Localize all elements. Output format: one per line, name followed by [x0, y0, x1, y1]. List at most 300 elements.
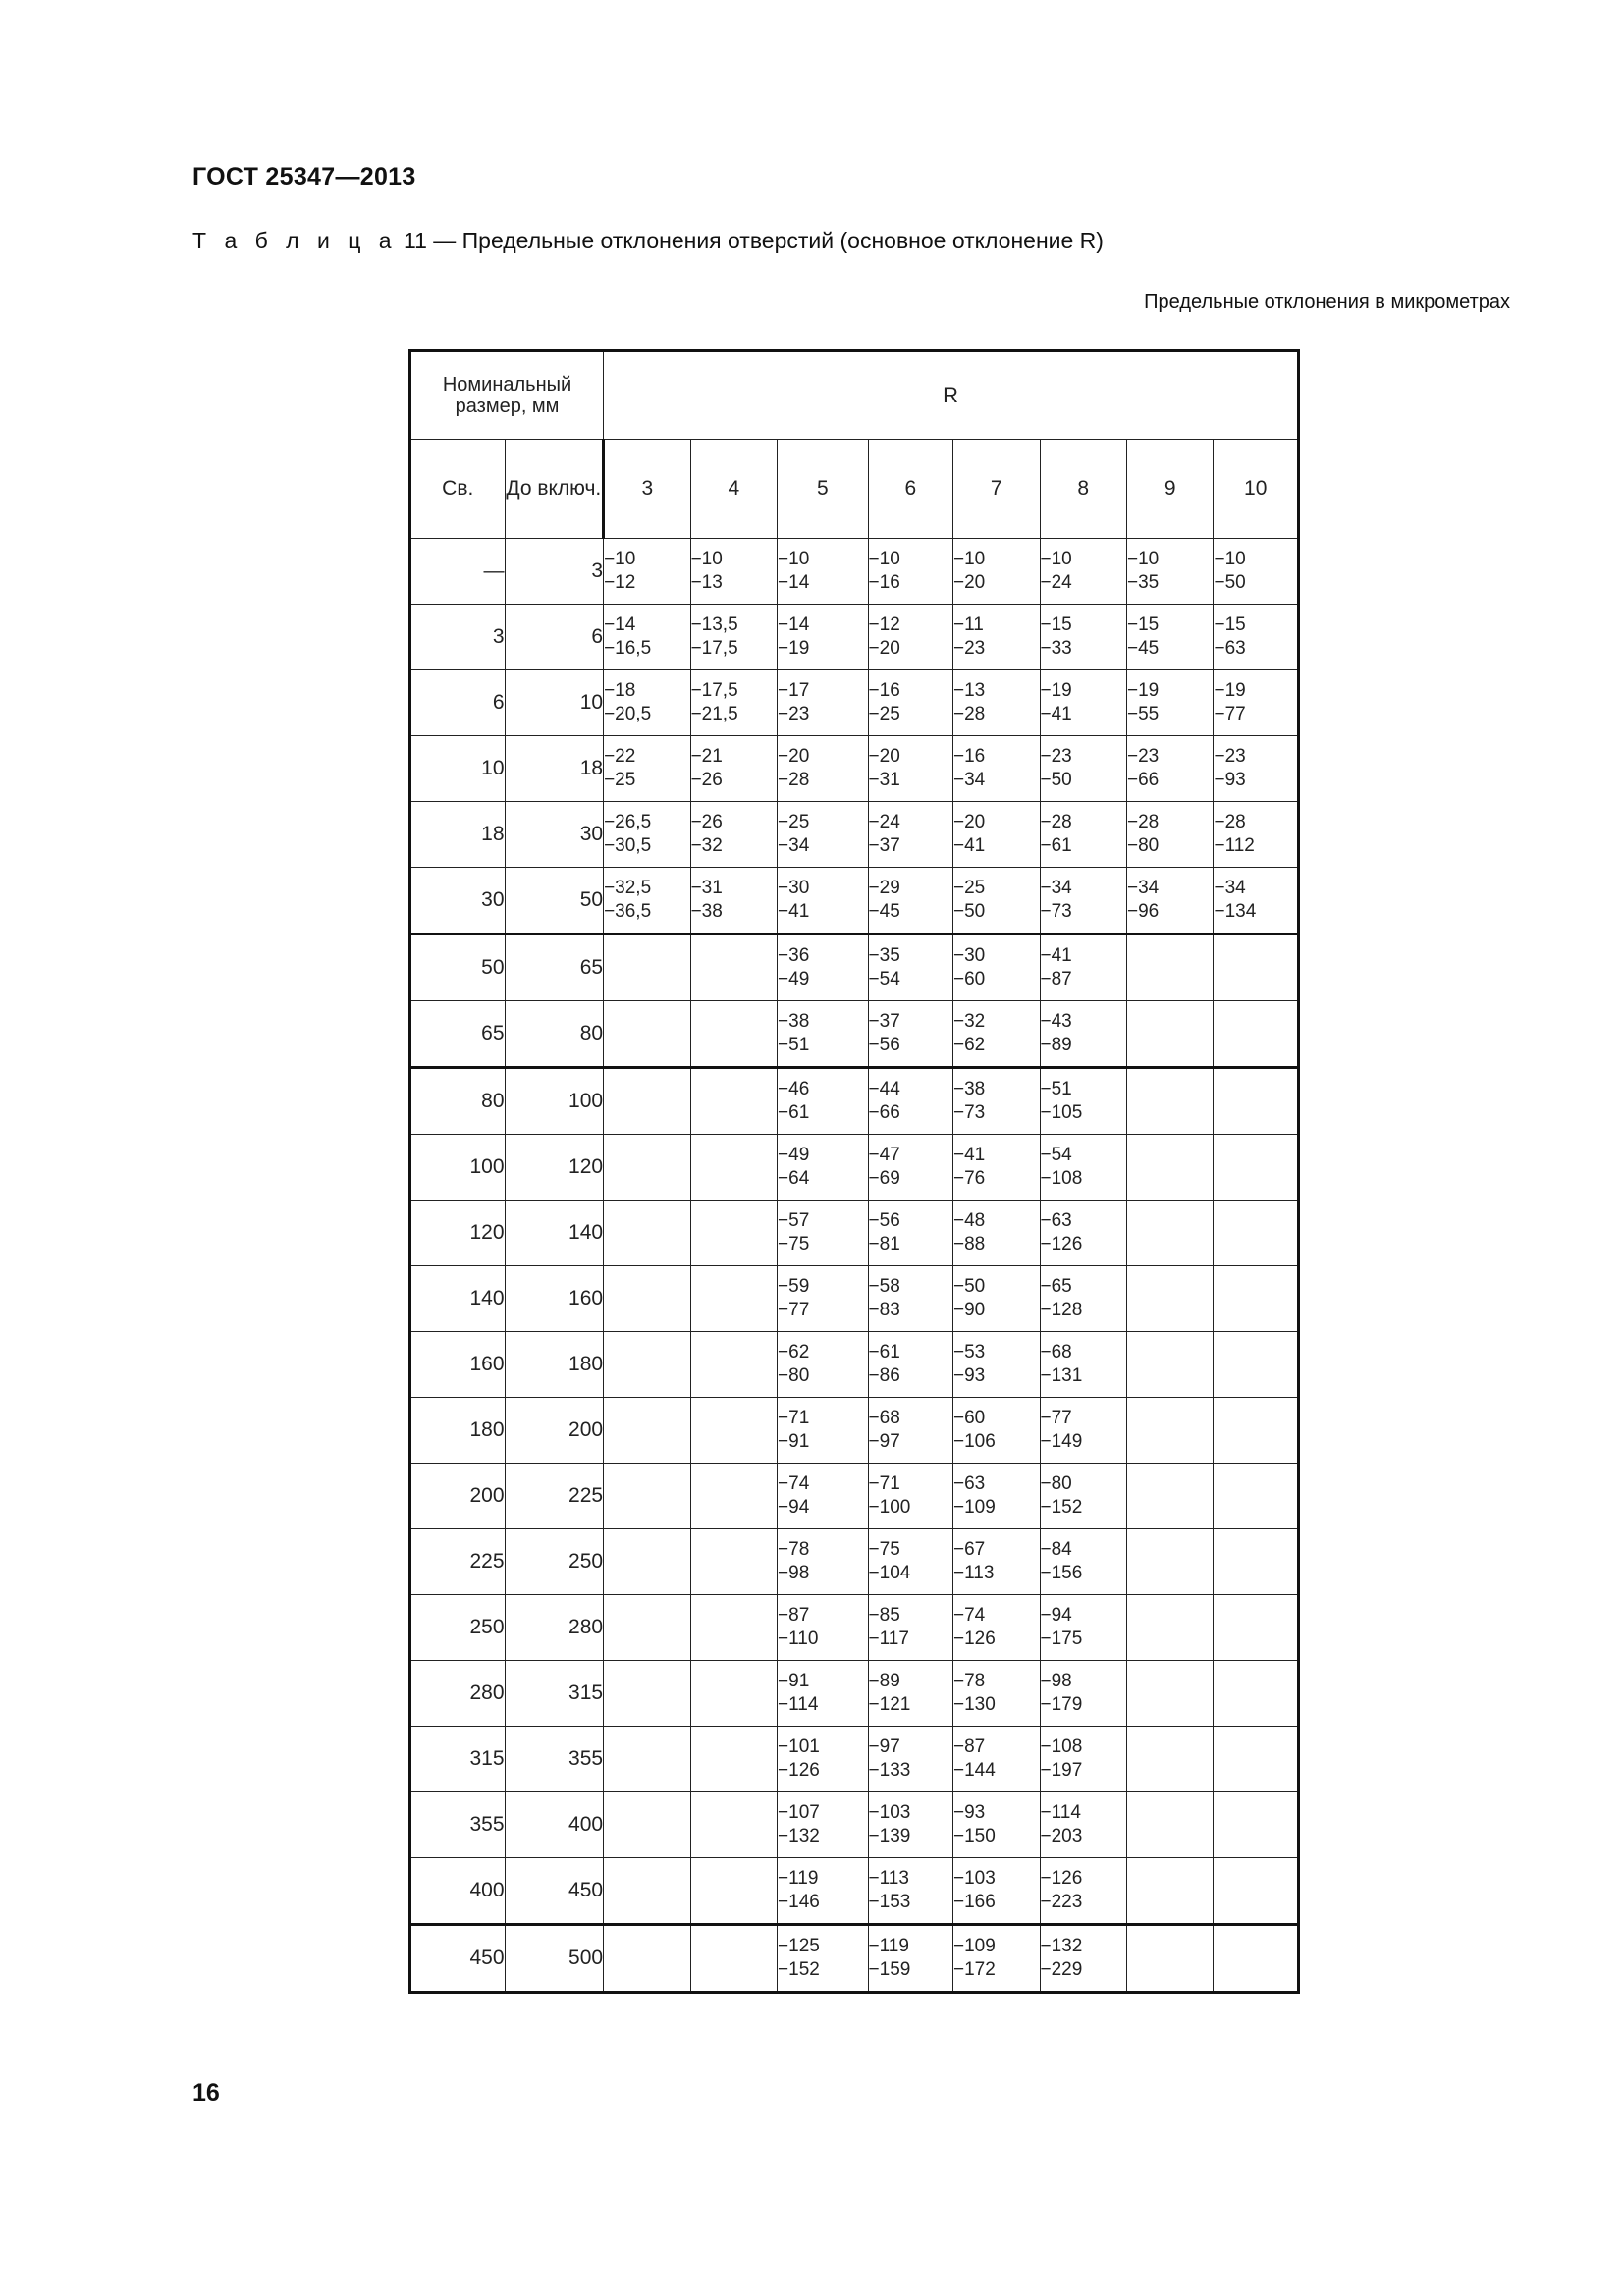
upper-deviation: −10: [868, 549, 900, 569]
upper-deviation: −56: [868, 1210, 900, 1231]
deviation-cell: [1040, 539, 1126, 605]
lower-deviation: −20: [953, 572, 986, 593]
deviation-cell: [604, 934, 690, 1001]
lower-deviation: −45: [868, 901, 900, 922]
upper-deviation: −59: [778, 1276, 810, 1297]
deviation-cell: [953, 1925, 1040, 1993]
lower-deviation: −131: [1040, 1365, 1083, 1386]
upper-deviation: −63: [953, 1473, 986, 1494]
deviation-cell: [1040, 868, 1126, 934]
lower-deviation: −76: [953, 1168, 986, 1189]
upper-deviation: −20: [868, 746, 900, 767]
lower-deviation: −175: [1040, 1629, 1083, 1649]
size-to-cell: 100: [505, 1068, 604, 1135]
deviation-cell: [778, 1529, 869, 1595]
table-row: [410, 1925, 1299, 1993]
deviation-cell: [953, 868, 1040, 934]
lower-deviation: −112: [1214, 835, 1255, 856]
upper-deviation: −78: [778, 1539, 810, 1560]
upper-deviation: −41: [953, 1145, 986, 1165]
upper-deviation: −30: [778, 878, 810, 898]
upper-deviation: −26,5: [604, 812, 652, 832]
deviation-cell: [1126, 1332, 1213, 1398]
upper-deviation: −48: [953, 1210, 986, 1231]
deviation-cell: [868, 670, 952, 736]
upper-deviation: −114: [1040, 1802, 1081, 1823]
table-caption-prefix: Т а б л и ц а: [192, 228, 398, 253]
deviation-cell: [604, 1727, 690, 1792]
size-to-cell: 355: [505, 1727, 604, 1792]
deviation-cell: [1126, 1001, 1213, 1068]
upper-deviation: −11: [953, 614, 984, 635]
upper-deviation: −62: [778, 1342, 810, 1362]
size-from-cell: —: [410, 539, 506, 605]
table-row: [410, 539, 1299, 605]
upper-deviation: −34: [1126, 878, 1160, 898]
upper-deviation: −67: [953, 1539, 986, 1560]
upper-deviation: −41: [1040, 945, 1072, 966]
upper-deviation: −132: [1040, 1936, 1083, 1956]
lower-deviation: −108: [1040, 1168, 1083, 1189]
deviation-cell: [690, 1068, 777, 1135]
deviation-cell: [1040, 1135, 1126, 1201]
size-from-cell: 3: [410, 605, 506, 670]
upper-deviation: −47: [868, 1145, 900, 1165]
deviation-cell: [868, 934, 952, 1001]
lower-deviation: −14: [778, 572, 810, 593]
deviation-cell: [604, 1925, 690, 1993]
size-to-cell: 315: [505, 1661, 604, 1727]
lower-deviation: −113: [953, 1563, 995, 1583]
upper-deviation: −15: [1214, 614, 1246, 635]
upper-deviation: −10: [953, 549, 986, 569]
deviation-cell: [604, 1595, 690, 1661]
size-to-cell: 3: [505, 539, 604, 605]
upper-deviation: −94: [1040, 1605, 1072, 1626]
deviation-cell: [953, 1398, 1040, 1464]
deviation-cell: [778, 1595, 869, 1661]
deviation-cell: [1126, 1661, 1213, 1727]
deviation-cell: [690, 802, 777, 868]
lower-deviation: −91: [778, 1431, 810, 1452]
deviation-cell: [690, 1858, 777, 1925]
upper-deviation: −80: [1040, 1473, 1072, 1494]
lower-deviation: −35: [1126, 572, 1160, 593]
upper-deviation: −28: [1126, 812, 1160, 832]
deviation-cell: [1214, 1792, 1299, 1858]
deviation-cell: [1214, 1529, 1299, 1595]
deviation-cell: [1214, 868, 1299, 934]
deviation-cell: [690, 1595, 777, 1661]
upper-deviation: −58: [868, 1276, 900, 1297]
deviation-cell: [690, 605, 777, 670]
lower-deviation: −31: [868, 770, 900, 790]
lower-deviation: −45: [1126, 638, 1160, 659]
deviation-cell: [868, 1925, 952, 1993]
deviation-cell: [778, 1858, 869, 1925]
upper-deviation: −34: [1040, 878, 1072, 898]
table-row: [410, 1595, 1299, 1661]
lower-deviation: −156: [1040, 1563, 1083, 1583]
deviation-cell: [1040, 1529, 1126, 1595]
table-row: [410, 1464, 1299, 1529]
table-row: [410, 1727, 1299, 1792]
deviation-cell: [1040, 1858, 1126, 1925]
deviation-cell: [953, 1661, 1040, 1727]
lower-deviation: −150: [953, 1826, 996, 1846]
size-to-cell: 120: [505, 1135, 604, 1201]
deviation-cell: [1214, 1858, 1299, 1925]
lower-deviation: −20: [868, 638, 900, 659]
upper-deviation: −14: [604, 614, 636, 635]
upper-deviation: −20: [953, 812, 986, 832]
deviation-cell: [1214, 539, 1299, 605]
lower-deviation: −77: [1214, 704, 1246, 724]
table-row: [410, 1135, 1299, 1201]
deviation-cell: [1040, 1595, 1126, 1661]
size-to-cell: 400: [505, 1792, 604, 1858]
upper-deviation: −103: [953, 1868, 996, 1889]
lower-deviation: −25: [604, 770, 636, 790]
upper-deviation: −17,5: [690, 680, 738, 701]
deviation-cell: [1126, 1792, 1213, 1858]
deviation-cell: [1214, 1332, 1299, 1398]
table-row: [410, 802, 1299, 868]
upper-deviation: −57: [778, 1210, 810, 1231]
deviation-cell: [1126, 868, 1213, 934]
lower-deviation: −54: [868, 969, 900, 989]
lower-deviation: −28: [953, 704, 986, 724]
upper-deviation: −61: [868, 1342, 900, 1362]
deviation-cell: [953, 1792, 1040, 1858]
deviation-cell: [1126, 802, 1213, 868]
tolerance-table: [408, 349, 1300, 1994]
size-from-cell: 65: [410, 1001, 506, 1068]
upper-deviation: −26: [690, 812, 723, 832]
lower-deviation: −37: [868, 835, 900, 856]
upper-deviation: −16: [868, 680, 900, 701]
deviation-cell: [1040, 1266, 1126, 1332]
deviation-cell: [1040, 736, 1126, 802]
deviation-cell: [604, 1792, 690, 1858]
lower-deviation: −12: [604, 572, 636, 593]
deviation-cell: [604, 1135, 690, 1201]
lower-deviation: −21,5: [690, 704, 738, 724]
lower-deviation: −106: [953, 1431, 996, 1452]
header-grade: 7: [953, 440, 1040, 539]
header-grade: 6: [868, 440, 952, 539]
upper-deviation: −78: [953, 1671, 986, 1691]
deviation-cell: [604, 802, 690, 868]
deviation-cell: [953, 1001, 1040, 1068]
lower-deviation: −50: [1214, 572, 1246, 593]
lower-deviation: −159: [868, 1959, 911, 1980]
upper-deviation: −10: [604, 549, 636, 569]
deviation-cell: [604, 605, 690, 670]
lower-deviation: −13: [690, 572, 723, 593]
upper-deviation: −15: [1126, 614, 1160, 635]
lower-deviation: −66: [868, 1102, 900, 1123]
upper-deviation: −43: [1040, 1011, 1072, 1032]
deviation-cell: [690, 1201, 777, 1266]
upper-deviation: −87: [778, 1605, 810, 1626]
size-from-cell: 120: [410, 1201, 506, 1266]
upper-deviation: −34: [1214, 878, 1246, 898]
deviation-cell: [1214, 1068, 1299, 1135]
deviation-cell: [778, 1201, 869, 1266]
deviation-cell: [953, 1858, 1040, 1925]
deviation-cell: [868, 868, 952, 934]
deviation-cell: [953, 1464, 1040, 1529]
table-row: [410, 1661, 1299, 1727]
deviation-cell: [1126, 1595, 1213, 1661]
size-to-cell: 30: [505, 802, 604, 868]
upper-deviation: −25: [953, 878, 986, 898]
lower-deviation: −96: [1126, 901, 1160, 922]
deviation-cell: [1126, 1464, 1213, 1529]
deviation-cell: [953, 1529, 1040, 1595]
header-grade: 5: [778, 440, 869, 539]
size-to-cell: 6: [505, 605, 604, 670]
deviation-cell: [1040, 934, 1126, 1001]
lower-deviation: −117: [868, 1629, 909, 1649]
deviation-cell: [1126, 1727, 1213, 1792]
deviation-cell: [1214, 1925, 1299, 1993]
deviation-cell: [690, 868, 777, 934]
deviation-cell: [1214, 1398, 1299, 1464]
deviation-cell: [778, 1001, 869, 1068]
deviation-cell: [778, 1135, 869, 1201]
size-to-cell: 10: [505, 670, 604, 736]
table-row: [410, 605, 1299, 670]
upper-deviation: −19: [1126, 680, 1160, 701]
lower-deviation: −16: [868, 572, 900, 593]
deviation-cell: [1214, 802, 1299, 868]
upper-deviation: −63: [1040, 1210, 1072, 1231]
table-row: [410, 1858, 1299, 1925]
upper-deviation: −125: [778, 1936, 820, 1956]
deviation-cell: [868, 1332, 952, 1398]
deviation-cell: [1126, 1201, 1213, 1266]
upper-deviation: −54: [1040, 1145, 1072, 1165]
deviation-cell: [868, 1595, 952, 1661]
size-from-cell: 180: [410, 1398, 506, 1464]
lower-deviation: −126: [1040, 1234, 1083, 1255]
deviation-cell: [1040, 1332, 1126, 1398]
deviation-cell: [690, 1001, 777, 1068]
size-from-cell: 280: [410, 1661, 506, 1727]
lower-deviation: −81: [868, 1234, 900, 1255]
deviation-cell: [1040, 1727, 1126, 1792]
deviation-cell: [1126, 1529, 1213, 1595]
deviation-cell: [953, 1595, 1040, 1661]
lower-deviation: −130: [953, 1694, 996, 1715]
size-from-cell: 200: [410, 1464, 506, 1529]
lower-deviation: −56: [868, 1035, 900, 1055]
lower-deviation: −152: [778, 1959, 820, 1980]
upper-deviation: −32: [953, 1011, 986, 1032]
deviation-cell: [1126, 1068, 1213, 1135]
lower-deviation: −20,5: [604, 704, 652, 724]
deviation-cell: [953, 736, 1040, 802]
deviation-cell: [868, 1727, 952, 1792]
table-row: [410, 1529, 1299, 1595]
lower-deviation: −51: [778, 1035, 810, 1055]
deviation-cell: [1040, 1068, 1126, 1135]
deviation-cell: [953, 1266, 1040, 1332]
table-caption: [192, 228, 1104, 254]
lower-deviation: −87: [1040, 969, 1072, 989]
table-caption-text: 11 — Предельные отклонения отверстий (основное отклонение R): [397, 228, 1104, 253]
size-to-cell: 65: [505, 934, 604, 1001]
deviation-cell: [868, 1201, 952, 1266]
deviation-cell: [778, 605, 869, 670]
lower-deviation: −90: [953, 1300, 986, 1320]
upper-deviation: −89: [868, 1671, 900, 1691]
upper-deviation: −85: [868, 1605, 900, 1626]
lower-deviation: −83: [868, 1300, 900, 1320]
size-from-cell: 225: [410, 1529, 506, 1595]
lower-deviation: −77: [778, 1300, 810, 1320]
deviation-cell: [868, 1858, 952, 1925]
deviation-cell: [778, 934, 869, 1001]
deviation-cell: [868, 1529, 952, 1595]
size-from-cell: 18: [410, 802, 506, 868]
size-from-cell: 50: [410, 934, 506, 1001]
upper-deviation: −103: [868, 1802, 911, 1823]
lower-deviation: −126: [953, 1629, 996, 1649]
deviation-cell: [953, 605, 1040, 670]
deviation-cell: [953, 539, 1040, 605]
size-from-cell: 100: [410, 1135, 506, 1201]
deviation-cell: [868, 539, 952, 605]
lower-deviation: −66: [1126, 770, 1160, 790]
upper-deviation: −19: [1040, 680, 1072, 701]
upper-deviation: −28: [1214, 812, 1246, 832]
deviation-cell: [778, 1792, 869, 1858]
upper-deviation: −18: [604, 680, 636, 701]
upper-deviation: −25: [778, 812, 810, 832]
lower-deviation: −126: [778, 1760, 820, 1781]
size-from-cell: 315: [410, 1727, 506, 1792]
deviation-cell: [690, 1332, 777, 1398]
lower-deviation: −134: [1214, 901, 1257, 922]
table-row: [410, 1792, 1299, 1858]
deviation-cell: [1040, 1398, 1126, 1464]
table-row: [410, 934, 1299, 1001]
deviation-cell: [1040, 1201, 1126, 1266]
table-row: [410, 670, 1299, 736]
lower-deviation: −149: [1040, 1431, 1083, 1452]
deviation-cell: [778, 539, 869, 605]
lower-deviation: −25: [868, 704, 900, 724]
upper-deviation: −101: [778, 1736, 820, 1757]
header-grade: 9: [1126, 440, 1213, 539]
lower-deviation: −88: [953, 1234, 986, 1255]
table-row: [410, 1398, 1299, 1464]
lower-deviation: −16,5: [604, 638, 652, 659]
deviation-cell: [868, 736, 952, 802]
lower-deviation: −32: [690, 835, 723, 856]
page-number: 16: [192, 2079, 220, 2107]
lower-deviation: −203: [1040, 1826, 1083, 1846]
deviation-cell: [1214, 1266, 1299, 1332]
size-from-cell: 160: [410, 1332, 506, 1398]
upper-deviation: −23: [1214, 746, 1246, 767]
lower-deviation: −105: [1040, 1102, 1083, 1123]
units-note: Предельные отклонения в микрометрах: [1144, 292, 1510, 313]
upper-deviation: −93: [953, 1802, 986, 1823]
size-to-cell: 160: [505, 1266, 604, 1332]
upper-deviation: −75: [868, 1539, 900, 1560]
upper-deviation: −113: [868, 1868, 909, 1889]
upper-deviation: −29: [868, 878, 900, 898]
deviation-cell: [1126, 1266, 1213, 1332]
deviation-cell: [604, 1529, 690, 1595]
lower-deviation: −89: [1040, 1035, 1072, 1055]
deviation-cell: [868, 1135, 952, 1201]
deviation-cell: [1040, 1464, 1126, 1529]
lower-deviation: −146: [778, 1892, 820, 1912]
upper-deviation: −17: [778, 680, 810, 701]
deviation-cell: [1040, 1001, 1126, 1068]
table-row: [410, 1332, 1299, 1398]
upper-deviation: −30: [953, 945, 986, 966]
deviation-cell: [604, 1001, 690, 1068]
upper-deviation: −98: [1040, 1671, 1072, 1691]
lower-deviation: −94: [778, 1497, 810, 1518]
lower-deviation: −24: [1040, 572, 1072, 593]
upper-deviation: −21: [690, 746, 723, 767]
upper-deviation: −38: [953, 1079, 986, 1099]
upper-deviation: −68: [868, 1408, 900, 1428]
size-to-cell: 200: [505, 1398, 604, 1464]
lower-deviation: −30,5: [604, 835, 652, 856]
lower-deviation: −86: [868, 1365, 900, 1386]
lower-deviation: −110: [778, 1629, 819, 1649]
deviation-cell: [1126, 1135, 1213, 1201]
size-from-cell: 10: [410, 736, 506, 802]
upper-deviation: −87: [953, 1736, 986, 1757]
lower-deviation: −41: [778, 901, 810, 922]
deviation-cell: [868, 802, 952, 868]
size-to-cell: 450: [505, 1858, 604, 1925]
lower-deviation: −121: [868, 1694, 911, 1715]
lower-deviation: −197: [1040, 1760, 1083, 1781]
deviation-cell: [778, 802, 869, 868]
deviation-cell: [690, 1661, 777, 1727]
upper-deviation: −50: [953, 1276, 986, 1297]
header-deviation-r: R: [604, 351, 1299, 440]
deviation-cell: [604, 670, 690, 736]
deviation-cell: [690, 1266, 777, 1332]
lower-deviation: −104: [868, 1563, 911, 1583]
upper-deviation: −28: [1040, 812, 1072, 832]
size-to-cell: 140: [505, 1201, 604, 1266]
table-row: [410, 1266, 1299, 1332]
deviation-cell: [1040, 1661, 1126, 1727]
upper-deviation: −38: [778, 1011, 810, 1032]
table-row: [410, 736, 1299, 802]
table-row: [410, 1001, 1299, 1068]
upper-deviation: −10: [1126, 549, 1160, 569]
upper-deviation: −51: [1040, 1079, 1072, 1099]
upper-deviation: −31: [690, 878, 723, 898]
lower-deviation: −34: [778, 835, 810, 856]
upper-deviation: −119: [868, 1936, 909, 1956]
deviation-cell: [690, 1398, 777, 1464]
deviation-cell: [778, 1068, 869, 1135]
